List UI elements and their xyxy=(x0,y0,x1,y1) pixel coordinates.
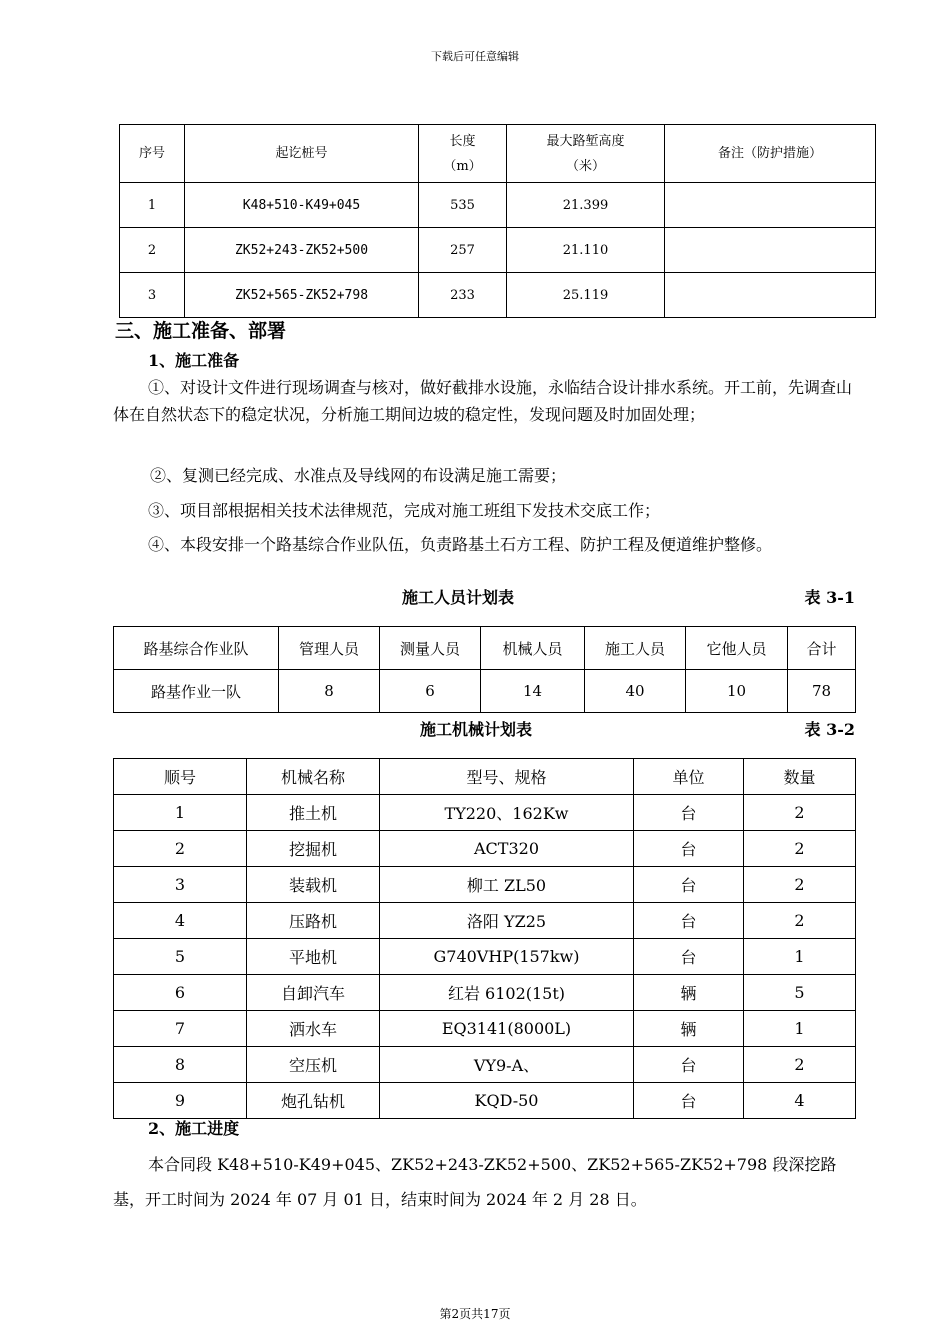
header-line: 长度 xyxy=(449,133,476,149)
section-title: 三、施工准备、部署 xyxy=(115,320,287,342)
table-cell: 装载机 xyxy=(247,867,380,903)
header-cell: 路基综合作业队 xyxy=(114,627,279,670)
table-cell: 1 xyxy=(120,183,185,228)
table-cell: 1 xyxy=(114,795,247,831)
table-row xyxy=(114,867,856,903)
table-title: 施工人员计划表 xyxy=(402,588,515,607)
header-cell: 合计 xyxy=(788,627,856,670)
table-cell: 空压机 xyxy=(247,1047,380,1083)
table-cell: 辆 xyxy=(634,975,744,1011)
table-cell: 10 xyxy=(686,670,788,713)
table-cell: 6 xyxy=(114,975,247,1011)
table-cell: G740VHP(157kw) xyxy=(380,939,634,975)
header-cell: 它他人员 xyxy=(686,627,788,670)
table-cell: 平地机 xyxy=(247,939,380,975)
table-cell: 台 xyxy=(634,795,744,831)
table-cell: 5 xyxy=(744,975,856,1011)
table-cell: ZK52+243-ZK52+500 xyxy=(185,228,419,273)
header-cell: 机械名称 xyxy=(247,759,380,795)
table-number: 表 3-2 xyxy=(804,720,855,739)
table-header-row xyxy=(114,627,856,670)
table-cell: 自卸汽车 xyxy=(247,975,380,1011)
table-cell: 2 xyxy=(744,831,856,867)
header-line: （m） xyxy=(443,158,482,174)
paragraph: 本合同段 K48+510-K49+045、ZK52+243-ZK52+500、ZK52+565-ZK52+798 段深挖路基，开工时间为 2024 年 07 月 01 日，结束时间为 2024 年 2 月 28 日。 xyxy=(113,1155,837,1209)
table-cell: 8 xyxy=(279,670,380,713)
table-row xyxy=(114,975,856,1011)
table-cell: 21.110 xyxy=(507,228,665,273)
table-cell: 洛阳 YZ25 xyxy=(380,903,634,939)
table-cell: 3 xyxy=(120,273,185,318)
table-cell xyxy=(665,228,876,273)
table-cell: 台 xyxy=(634,1083,744,1119)
subsection-title: 2、施工进度 xyxy=(148,1119,240,1138)
table-cell: 辆 xyxy=(634,1011,744,1047)
table-title: 施工机械计划表 xyxy=(420,720,533,739)
table-row xyxy=(120,273,876,318)
table-cell: 炮孔钻机 xyxy=(247,1083,380,1119)
page-footer: 第2页共17页 xyxy=(439,1307,511,1321)
table-cell: 台 xyxy=(634,831,744,867)
table-cell: K48+510-K49+045 xyxy=(185,183,419,228)
table-cell xyxy=(665,273,876,318)
table-cell: 7 xyxy=(114,1011,247,1047)
table-cell: ZK52+565-ZK52+798 xyxy=(185,273,419,318)
paragraph: ②、复测已经完成、水准点及导线网的布设满足施工需要； xyxy=(150,466,567,485)
table-header-row xyxy=(114,759,856,795)
table-cell: 2 xyxy=(744,903,856,939)
table-cell: 台 xyxy=(634,939,744,975)
table-cell: 21.399 xyxy=(507,183,665,228)
header-cell: 测量人员 xyxy=(380,627,481,670)
table-cell: ACT320 xyxy=(380,831,634,867)
header-cell: 机械人员 xyxy=(481,627,585,670)
table-cell: 5 xyxy=(114,939,247,975)
header-cell: 管理人员 xyxy=(279,627,380,670)
table-cell: 6 xyxy=(380,670,481,713)
header-cell: 型号、规格 xyxy=(380,759,634,795)
header-cell: 起讫桩号 xyxy=(185,125,419,183)
table-cell: 233 xyxy=(419,273,507,318)
table-cell: 洒水车 xyxy=(247,1011,380,1047)
subsection-title: 1、施工准备 xyxy=(148,351,240,370)
table-cell: 535 xyxy=(419,183,507,228)
table-cell: 8 xyxy=(114,1047,247,1083)
table-cell: 2 xyxy=(120,228,185,273)
paragraph: ①、对设计文件进行现场调查与核对，做好截排水设施，永临结合设计排水系统。开工前，先调查山体在自然状态下的稳定状况，分析施工期间边坡的稳定性，发现问题及时加固处理； xyxy=(113,378,853,424)
table-cell: 4 xyxy=(114,903,247,939)
table-cell: 40 xyxy=(585,670,686,713)
table-cell: 4 xyxy=(744,1083,856,1119)
table-cell: 推土机 xyxy=(247,795,380,831)
table-cell: 压路机 xyxy=(247,903,380,939)
table-cell: 257 xyxy=(419,228,507,273)
table-cell: 台 xyxy=(634,1047,744,1083)
header-line: （米） xyxy=(565,158,605,174)
machinery-plan-table xyxy=(113,758,856,1119)
table-cell: 2 xyxy=(744,867,856,903)
table-cell: 25.119 xyxy=(507,273,665,318)
header-cell: 序号 xyxy=(120,125,185,183)
table-number: 表 3-1 xyxy=(804,588,855,607)
table-cell: 2 xyxy=(114,831,247,867)
table-row xyxy=(114,795,856,831)
paragraph: ③、项目部根据相关技术法律规范，完成对施工班组下发技术交底工作； xyxy=(148,501,661,520)
header-line: 最大路堑高度 xyxy=(546,133,625,149)
table-row xyxy=(114,939,856,975)
table-row xyxy=(114,903,856,939)
paragraph: ④、本段安排一个路基综合作业队伍，负责路基土石方工程、防护工程及便道维护整修。 xyxy=(148,535,773,554)
cutting-sections-table xyxy=(119,124,876,318)
table-cell: 2 xyxy=(744,795,856,831)
table-row xyxy=(120,183,876,228)
table-cell: KQD-50 xyxy=(380,1083,634,1119)
table-row xyxy=(114,1083,856,1119)
header-cell: 施工人员 xyxy=(585,627,686,670)
table-cell xyxy=(665,183,876,228)
table-cell: 1 xyxy=(744,939,856,975)
table-cell: 1 xyxy=(744,1011,856,1047)
table-cell: 台 xyxy=(634,867,744,903)
table-cell: TY220、162Kw xyxy=(380,795,634,831)
table-cell: VY9-A、 xyxy=(380,1047,634,1083)
header-cell: 顺号 xyxy=(114,759,247,795)
table-cell: 红岩 6102(15t) xyxy=(380,975,634,1011)
header-cell xyxy=(419,125,507,183)
table-cell: 9 xyxy=(114,1083,247,1119)
table-cell: 挖掘机 xyxy=(247,831,380,867)
table-row xyxy=(114,831,856,867)
personnel-plan-table xyxy=(113,626,856,713)
table-header-row xyxy=(120,125,876,183)
table-cell: 路基作业一队 xyxy=(114,670,279,713)
table-cell: 3 xyxy=(114,867,247,903)
header-cell: 备注（防护措施） xyxy=(665,125,876,183)
table-cell: 14 xyxy=(481,670,585,713)
table-row xyxy=(120,228,876,273)
header-cell: 单位 xyxy=(634,759,744,795)
table-cell: 柳工 ZL50 xyxy=(380,867,634,903)
table-cell: 台 xyxy=(634,903,744,939)
table-row xyxy=(114,670,856,713)
table-cell: EQ3141(8000L) xyxy=(380,1011,634,1047)
header-cell xyxy=(507,125,665,183)
table-row xyxy=(114,1011,856,1047)
table-row xyxy=(114,1047,856,1083)
header-cell: 数量 xyxy=(744,759,856,795)
page-header: 下载后可任意编辑 xyxy=(431,50,519,63)
table-cell: 78 xyxy=(788,670,856,713)
table-cell: 2 xyxy=(744,1047,856,1083)
